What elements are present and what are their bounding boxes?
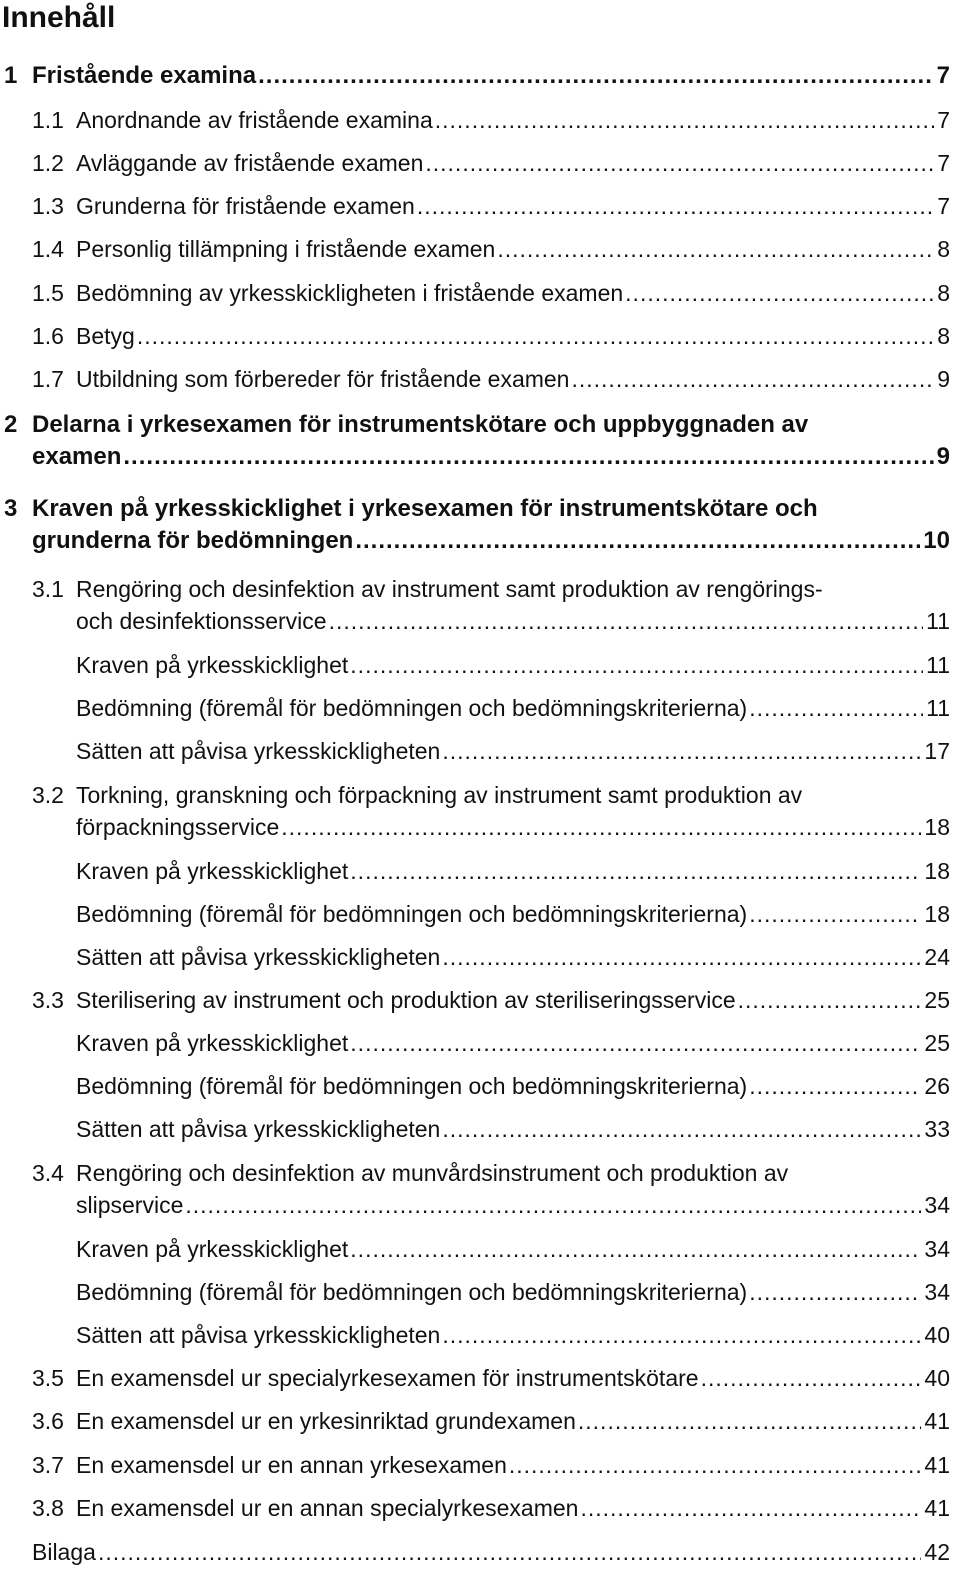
toc-page-number: 11: [926, 652, 950, 678]
toc-entry-title: En examensdel ur en annan yrkesexamen: [76, 1452, 507, 1478]
dot-leader: [350, 855, 921, 887]
dot-leader: [578, 1405, 922, 1437]
toc-entry[interactable]: [0, 984, 960, 1016]
toc-entry[interactable]: [0, 1449, 960, 1481]
toc-entry[interactable]: [0, 1113, 960, 1145]
toc-entry-number: 1.2: [32, 150, 64, 176]
toc-entry-number: 3.3: [32, 987, 64, 1013]
toc-entry-number: 1.3: [32, 193, 64, 219]
dot-leader: [625, 277, 934, 309]
toc-page-number: 9: [936, 443, 950, 470]
toc-entry[interactable]: [0, 941, 960, 973]
toc-entry[interactable]: [0, 1070, 960, 1102]
dot-leader: [350, 1027, 921, 1059]
toc-entry-number: 1.5: [32, 280, 64, 306]
toc-entry[interactable]: [0, 320, 960, 352]
toc-entry[interactable]: [0, 363, 960, 395]
toc-entry-title: Kraven på yrkesskicklighet: [76, 652, 349, 678]
dot-leader: [571, 363, 934, 395]
dot-leader: [749, 1070, 921, 1102]
toc-page-number: 17: [924, 738, 950, 764]
dot-leader: [123, 441, 933, 473]
toc-entry-number: 3.7: [32, 1452, 64, 1478]
toc-page-number: 7: [937, 107, 950, 133]
dot-leader: [701, 1362, 922, 1394]
toc-entry-title: Kraven på yrkesskicklighet: [76, 1030, 349, 1056]
toc-page-number: 42: [924, 1539, 950, 1565]
toc-page-number: 33: [924, 1116, 950, 1142]
toc-entry-title: slipservice: [76, 1192, 184, 1218]
toc-entry[interactable]: [0, 1319, 960, 1351]
toc-entry-number: 3.2: [32, 782, 64, 808]
toc-entry[interactable]: [0, 409, 960, 473]
toc-entry[interactable]: [0, 1157, 960, 1221]
toc-entry-number: 1.1: [32, 107, 64, 133]
toc-page-number: 8: [937, 236, 950, 262]
dot-leader: [350, 1233, 921, 1265]
toc-entry-title: En examensdel ur specialyrkesexamen för instrumentskötare: [76, 1365, 699, 1391]
toc-entry-number: 3.5: [32, 1365, 64, 1391]
toc-page-number: 9: [937, 366, 950, 392]
toc-entry[interactable]: [0, 649, 960, 681]
dot-leader: [98, 1536, 921, 1568]
toc-page-number: 26: [924, 1073, 950, 1099]
toc-entry-number: 1.6: [32, 323, 64, 349]
page-title: Innehåll: [2, 1, 116, 34]
dot-leader: [355, 525, 920, 557]
toc-entry-title: Sätten att påvisa yrkesskickligheten: [76, 944, 441, 970]
dot-leader: [442, 941, 921, 973]
toc-entry[interactable]: [0, 277, 960, 309]
toc-entry-number: 3.4: [32, 1160, 64, 1186]
toc-entry[interactable]: [0, 1362, 960, 1394]
dot-leader: [509, 1449, 922, 1481]
toc-page-number: 34: [924, 1236, 950, 1262]
toc-page-number: 34: [924, 1192, 950, 1218]
toc-entry-title: Kraven på yrkesskicklighet: [76, 1236, 349, 1262]
toc-entry-title: Sätten att påvisa yrkesskickligheten: [76, 738, 441, 764]
toc-entry-title: Rengöring och desinfektion av munvårdsinstrument och produktion av: [76, 1160, 789, 1186]
toc-entry-title: Avläggande av fristående examen: [76, 150, 424, 176]
toc-page-number: 40: [924, 1322, 950, 1348]
toc-entry-title: Betyg: [76, 323, 135, 349]
toc-entry-number: 3.1: [32, 576, 64, 602]
dot-leader: [137, 320, 934, 352]
toc-page-number: 7: [937, 150, 950, 176]
toc-entry[interactable]: [0, 1276, 960, 1308]
toc-entry[interactable]: [0, 898, 960, 930]
toc-entry-title: En examensdel ur en annan specialyrkesexamen: [76, 1495, 579, 1521]
toc-page-number: 18: [924, 858, 950, 884]
toc-entry-title: Bedömning (föremål för bedömningen och bedömningskriterierna): [76, 695, 748, 721]
toc-page-number: 41: [924, 1408, 950, 1434]
toc-page-number: 7: [937, 193, 950, 219]
dot-leader: [442, 735, 921, 767]
dot-leader: [417, 190, 934, 222]
toc-page-number: 41: [924, 1495, 950, 1521]
toc-page-number: 10: [923, 527, 950, 554]
toc-entry[interactable]: [0, 1233, 960, 1265]
toc-entry[interactable]: [0, 147, 960, 179]
toc-entry-title: och desinfektionsservice: [76, 608, 327, 634]
toc-entry-title: Bedömning (föremål för bedömningen och bedömningskriterierna): [76, 1279, 748, 1305]
toc-entry[interactable]: [0, 855, 960, 887]
toc-entry-title: Bedömning (föremål för bedömningen och bedömningskriterierna): [76, 901, 748, 927]
toc-entry-title: Sätten att påvisa yrkesskickligheten: [76, 1116, 441, 1142]
toc-entry-title: förpackningsservice: [76, 814, 280, 840]
toc-entry-title: Delarna i yrkesexamen för instrumentskötare och uppbyggnaden av: [32, 411, 809, 438]
toc-entry-title: Sätten att påvisa yrkesskickligheten: [76, 1322, 441, 1348]
dot-leader: [442, 1113, 921, 1145]
toc-entry-number: 1.7: [32, 366, 64, 392]
toc-entry-title: Torkning, granskning och förpackning av instrument samt produktion av: [76, 782, 803, 808]
toc-entry[interactable]: [0, 1492, 960, 1524]
dot-leader: [738, 984, 922, 1016]
toc-entry-title: Rengöring och desinfektion av instrument samt produktion av rengörings-: [76, 576, 823, 602]
toc-page-number: 11: [926, 695, 950, 721]
toc-entry[interactable]: [0, 1027, 960, 1059]
dot-leader: [749, 692, 923, 724]
toc-entry-number: 1: [4, 62, 18, 89]
toc-entry-title: Personlig tillämpning i fristående examen: [76, 236, 496, 262]
toc-entry[interactable]: [0, 692, 960, 724]
toc-entry[interactable]: [0, 573, 960, 637]
dot-leader: [258, 60, 934, 92]
toc-entry-title: Sterilisering av instrument och produktion av steriliseringsservice: [76, 987, 736, 1013]
toc-entry-number: 3.8: [32, 1495, 64, 1521]
toc-entry-title: Grunderna för fristående examen: [76, 193, 415, 219]
toc-entry-title: Bedömning av yrkesskickligheten i fristående examen: [76, 280, 624, 306]
toc-page-number: 11: [926, 608, 950, 634]
toc-page-number: 18: [924, 901, 950, 927]
toc-entry-title: Bilaga: [32, 1539, 96, 1565]
dot-leader: [749, 1276, 921, 1308]
dot-leader: [329, 605, 924, 637]
toc-page-number: 18: [924, 814, 950, 840]
toc-page-number: 25: [924, 1030, 950, 1056]
toc-entry[interactable]: [0, 779, 960, 843]
toc-entry-title: examen: [32, 443, 122, 470]
dot-leader: [185, 1189, 921, 1221]
toc-page-number: 41: [924, 1452, 950, 1478]
toc-entry-number: 1.4: [32, 236, 64, 262]
toc-entry-number: 3.6: [32, 1408, 64, 1434]
dot-leader: [350, 649, 923, 681]
toc-page-number: 25: [924, 987, 950, 1013]
dot-leader: [580, 1492, 921, 1524]
toc-entry[interactable]: [0, 1536, 960, 1568]
toc-entry[interactable]: [0, 104, 960, 136]
dot-leader: [435, 104, 934, 136]
toc-entry-title: Fristående examina: [32, 62, 257, 89]
toc-page-number: 8: [937, 323, 950, 349]
dot-leader: [425, 147, 934, 179]
toc-entry-number: 2: [4, 411, 18, 438]
toc-page-number: 34: [924, 1279, 950, 1305]
toc-entry-title: grunderna för bedömningen: [32, 527, 354, 554]
dot-leader: [442, 1319, 921, 1351]
toc-entry-title: Bedömning (föremål för bedömningen och bedömningskriterierna): [76, 1073, 748, 1099]
toc-entry[interactable]: [0, 493, 960, 557]
toc-entry[interactable]: [0, 233, 960, 265]
dot-leader: [497, 233, 934, 265]
toc-entry[interactable]: [0, 1405, 960, 1437]
toc-page-number: 24: [924, 944, 950, 970]
toc-entry-title: Anordnande av fristående examina: [76, 107, 433, 133]
dot-leader: [281, 811, 921, 843]
toc-entry-title: Kraven på yrkesskicklighet: [76, 858, 349, 884]
toc-page-number: 8: [937, 280, 950, 306]
toc-entry-title: Utbildning som förbereder för fristående examen: [76, 366, 570, 392]
toc-entry[interactable]: [0, 190, 960, 222]
toc-entry[interactable]: [0, 735, 960, 767]
toc-page-number: 7: [936, 62, 950, 89]
toc-page-number: 40: [924, 1365, 950, 1391]
toc-entry-title: Kraven på yrkesskicklighet i yrkesexamen för instrumentskötare och: [32, 495, 818, 522]
toc-entry[interactable]: [0, 60, 960, 92]
dot-leader: [749, 898, 921, 930]
toc-entry-title: En examensdel ur en yrkesinriktad grundexamen: [76, 1408, 576, 1434]
toc-entry-number: 3: [4, 495, 18, 522]
